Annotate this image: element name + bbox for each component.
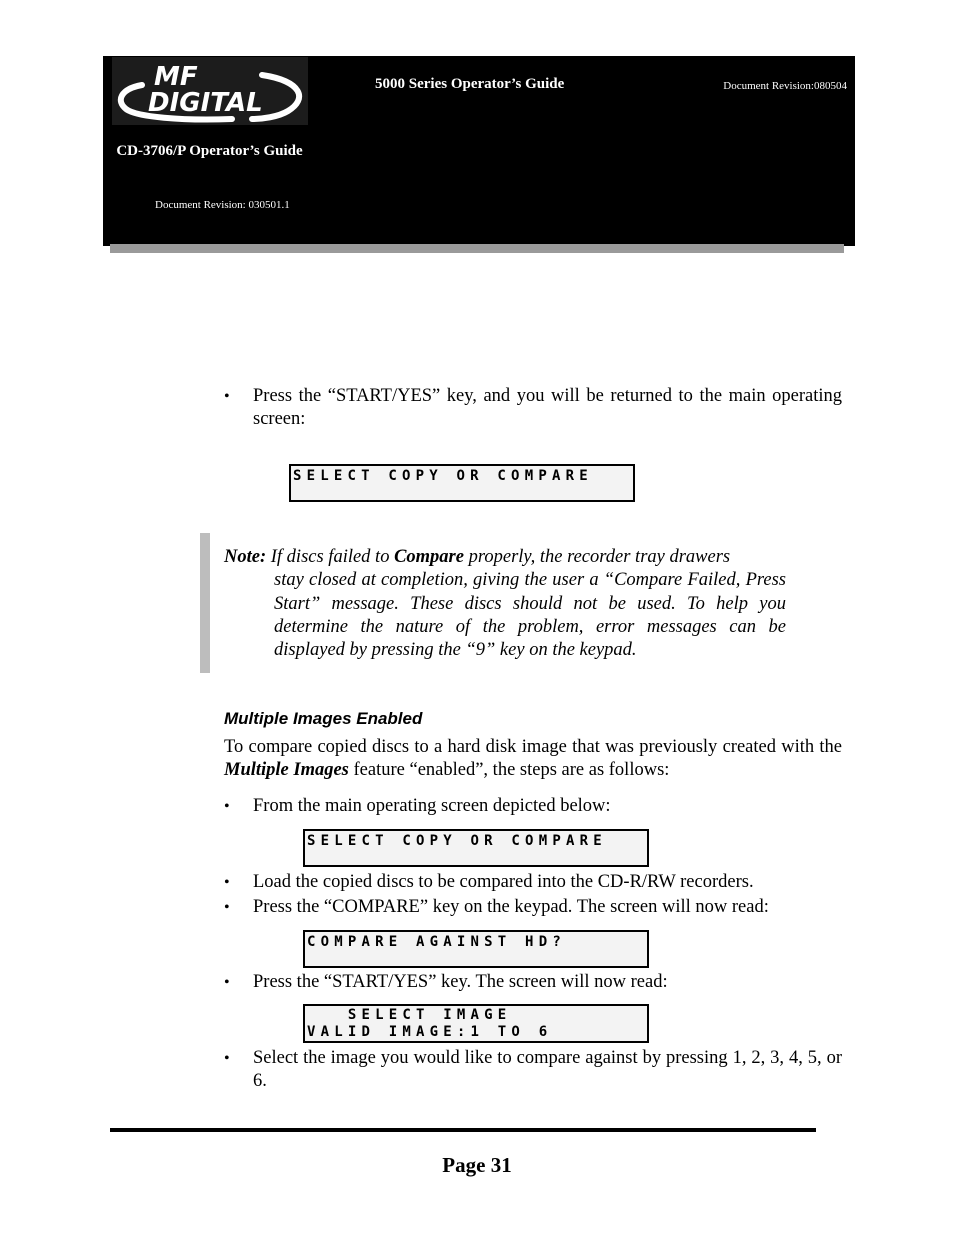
- bullet-press-start-yes: [224, 971, 842, 994]
- mf-digital-logo: [112, 57, 308, 125]
- svg-text:DIGITAL: DIGITAL: [148, 88, 263, 118]
- lcd-line-1: SELECT IMAGE: [307, 1007, 512, 1023]
- note-continuation: stay closed at completion, giving the user a “Compare Failed, Press Start” message. These discs should not be used. To help you determine the nature of the problem, error messages can be displayed by pressing the “9” key on the keypad.: [274, 570, 786, 661]
- footer-rule: [110, 1128, 816, 1132]
- header-shadow: [110, 244, 844, 253]
- bullet-load-discs: [224, 871, 842, 894]
- note-margin-bar: [200, 533, 210, 673]
- bullet-text: Press the “COMPARE” key on the keypad. The screen will now read:: [253, 897, 769, 917]
- bullet-text: Load the copied discs to be compared into the CD-R/RW recorders.: [253, 872, 754, 892]
- bullet-text: Press the “START/YES” key. The screen will now read:: [253, 972, 668, 992]
- document-header: [103, 56, 855, 246]
- bullet-icon: •: [224, 899, 230, 916]
- bullet-icon: •: [224, 1050, 230, 1067]
- bullet-icon: •: [224, 388, 230, 405]
- bullet-press-compare: [224, 896, 842, 919]
- bullet-text: From the main operating screen depicted below:: [253, 796, 611, 816]
- bullet-select-image: [224, 1047, 842, 1093]
- svg-text:MF: MF: [154, 62, 198, 92]
- lcd-select-copy-or-compare: SELECT COPY OR COMPARE: [289, 464, 635, 502]
- guide-title: CD-3706/P Operator’s Guide: [116, 143, 303, 159]
- lcd-select-image: [303, 1004, 649, 1043]
- lcd-select-copy-or-compare-2: SELECT COPY OR COMPARE: [303, 829, 649, 867]
- bullet-from-main-screen: [224, 795, 842, 818]
- document-revision-top: Document Revision:080504: [723, 80, 847, 92]
- feature-name: Multiple Images: [224, 760, 349, 780]
- lcd-line-2: VALID IMAGE:1 TO 6: [307, 1023, 553, 1040]
- bullet-icon: •: [224, 974, 230, 991]
- note-label: Note:: [224, 547, 267, 567]
- bullet-return-main: [224, 385, 842, 431]
- lcd-compare-against-hd: COMPARE AGAINST HD?: [303, 930, 649, 968]
- note-block: [224, 546, 786, 662]
- section-heading: Multiple Images Enabled: [224, 709, 423, 728]
- series-title: 5000 Series Operator’s Guide: [375, 76, 565, 92]
- bullet-icon: •: [224, 874, 230, 891]
- note-bold-word: Compare: [394, 547, 464, 567]
- page-number: Page 31: [442, 1153, 512, 1177]
- bullet-text: Press the “START/YES” key, and you will be returned to the main operating screen:: [253, 386, 842, 429]
- logo-swoosh-icon: [112, 57, 308, 125]
- bullet-text: Select the image you would like to compare against by pressing 1, 2, 3, 4, 5, or 6.: [253, 1048, 842, 1091]
- document-revision-bottom: Document Revision: 030501.1: [155, 199, 290, 211]
- bullet-icon: •: [224, 798, 230, 815]
- note-first-line: Note: If discs failed to Compare properly, the recorder tray drawers: [224, 547, 731, 567]
- intro-paragraph: To compare copied discs to a hard disk image that was previously created with the Multiple Images feature “enabled”, the steps are as follows:: [224, 737, 842, 780]
